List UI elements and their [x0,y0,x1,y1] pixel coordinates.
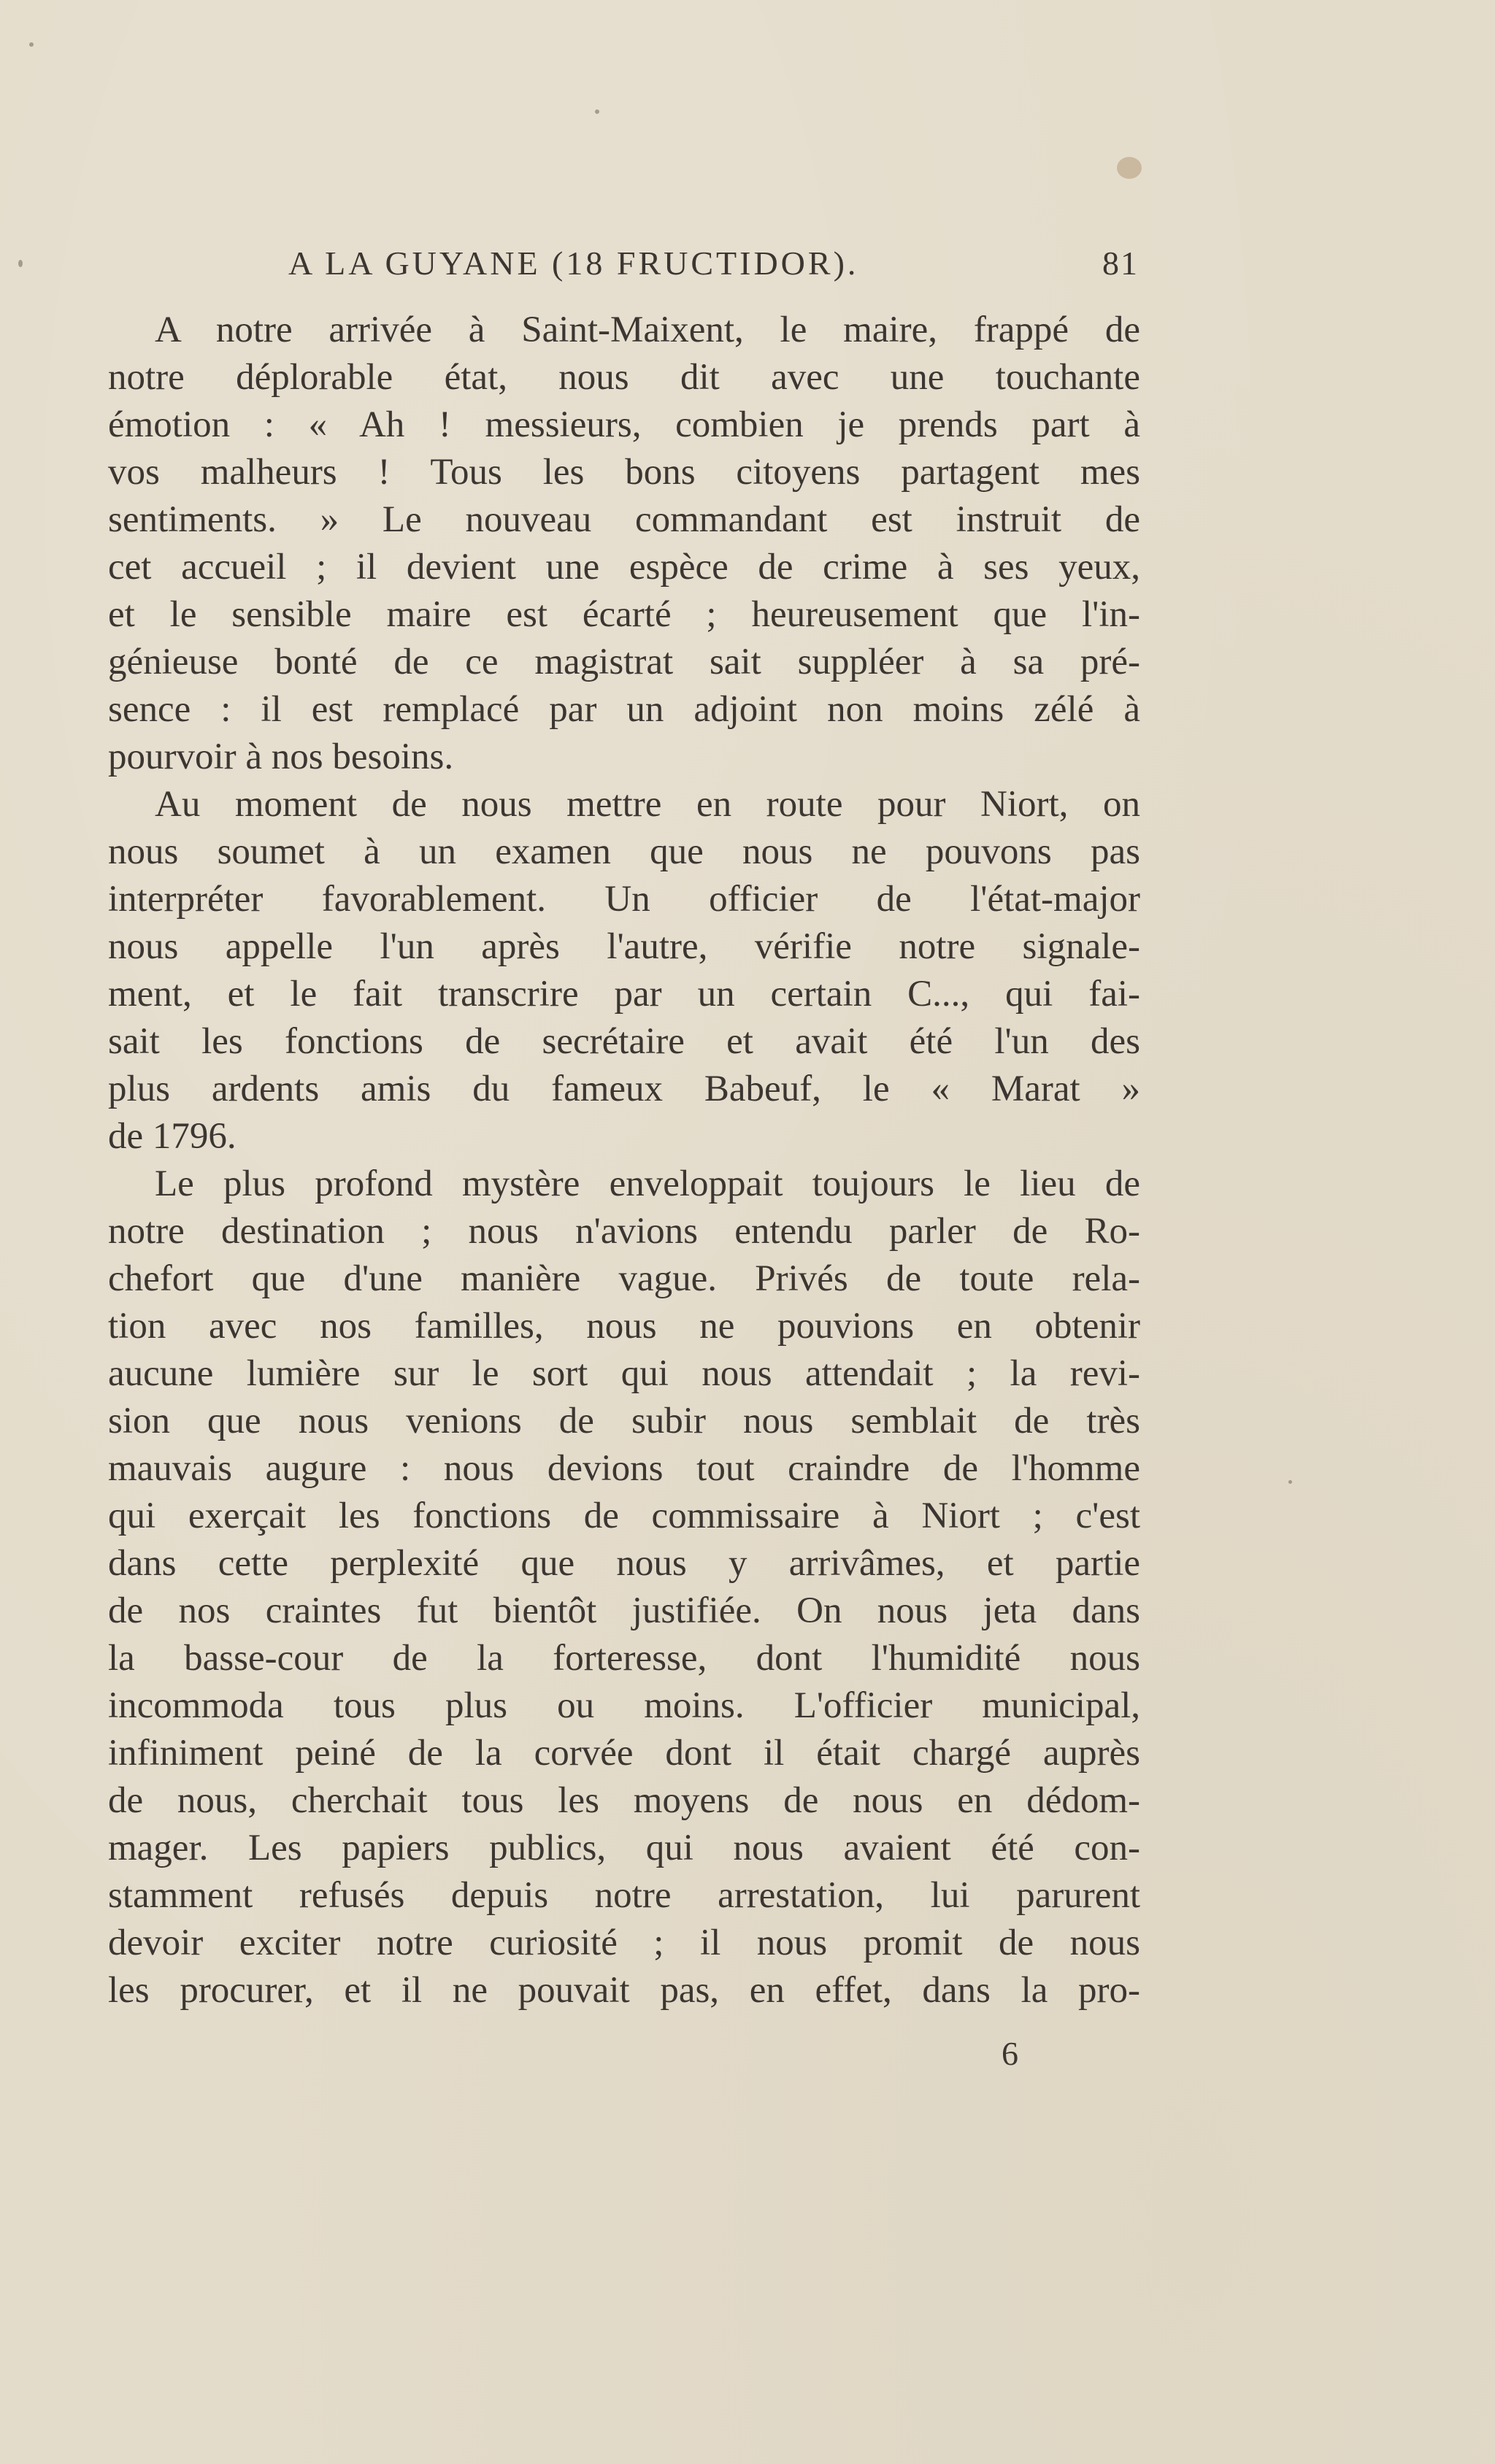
text-line: sentiments. » Le nouveau commandant est instruit de [108,499,1140,540]
paragraph [108,781,1140,1160]
text-line: chefort que d'une manière vague. Privés de toute rela- [108,1258,1140,1299]
text-line: pourvoir à nos besoins. [108,736,454,777]
text-line: A notre arrivée à Saint-Maixent, le maire, frappé de [155,309,1140,350]
text-line: qui exerçait les fonctions de commissaire à Niort ; c'est [108,1495,1140,1536]
text-line: nous soumet à un examen que nous ne pouvons pas [108,831,1140,872]
text-line: Au moment de nous mettre en route pour Niort, on [155,784,1140,825]
body-text [108,307,1140,2014]
page-number: 81 [1102,245,1139,282]
text-line: notre destination ; nous n'avions entendu parler de Ro- [108,1211,1140,1252]
text-line: nous appelle l'un après l'autre, vérifie notre signale- [108,926,1140,967]
text-line: mauvais augure : nous devions tout craindre de l'homme [108,1448,1140,1489]
text-line: plus ardents amis du fameux Babeuf, le « Marat » [108,1069,1140,1109]
text-line: mager. Les papiers publics, qui nous avaient été con- [108,1828,1140,1868]
dust-speck [29,42,34,47]
foxing-spot [1117,157,1142,179]
dust-speck [595,109,599,114]
text-line: infiniment peiné de la corvée dont il était chargé auprès [108,1733,1140,1774]
text-line: les procurer, et il ne pouvait pas, en effet, dans la pro- [108,1970,1140,2011]
text-line: de nos craintes fut bientôt justifiée. On nous jeta dans [108,1590,1140,1631]
paragraph [108,1160,1140,2014]
text-line: notre déplorable état, nous dit avec une touchante [108,357,1140,398]
signature-mark: 6 [1002,2035,1018,2072]
text-line: sence : il est remplacé par un adjoint non moins zélé à [108,689,1140,730]
text-line: la basse-cour de la forteresse, dont l'humidité nous [108,1638,1140,1679]
text-line: de 1796. [108,1116,237,1157]
text-line: vos malheurs ! Tous les bons citoyens partagent mes [108,452,1140,493]
text-line: sion que nous venions de subir nous semblait de très [108,1401,1140,1441]
text-line: stamment refusés depuis notre arrestation, lui parurent [108,1875,1140,1916]
text-line: et le sensible maire est écarté ; heureusement que l'in- [108,594,1140,635]
text-line: cet accueil ; il devient une espèce de crime à ses yeux, [108,547,1140,588]
text-line: interpréter favorablement. Un officier de l'état-major [108,879,1140,920]
text-line: incommoda tous plus ou moins. L'officier municipal, [108,1685,1140,1726]
dust-speck [1288,1480,1292,1484]
running-title: A LA GUYANE (18 FRUCTIDOR). [288,245,859,282]
text-line: émotion : « Ah ! messieurs, combien je prends part à [108,404,1140,445]
paragraph [108,307,1140,781]
text-line: de nous, cherchait tous les moyens de nous en dédom- [108,1780,1140,1821]
dust-speck [18,260,23,267]
text-line: Le plus profond mystère enveloppait toujours le lieu de [155,1163,1140,1204]
text-line: sait les fonctions de secrétaire et avait été l'un des [108,1021,1140,1062]
text-line: aucune lumière sur le sort qui nous attendait ; la revi- [108,1353,1140,1394]
running-header [288,238,1139,289]
text-line: dans cette perplexité que nous y arrivâmes, et partie [108,1543,1140,1584]
text-line: tion avec nos familles, nous ne pouvions en obtenir [108,1306,1140,1347]
text-line: génieuse bonté de ce magistrat sait suppléer à sa pré- [108,642,1140,682]
text-line: devoir exciter notre curiosité ; il nous promit de nous [108,1922,1140,1963]
text-line: ment, et le fait transcrire par un certain C..., qui fai- [108,974,1140,1015]
